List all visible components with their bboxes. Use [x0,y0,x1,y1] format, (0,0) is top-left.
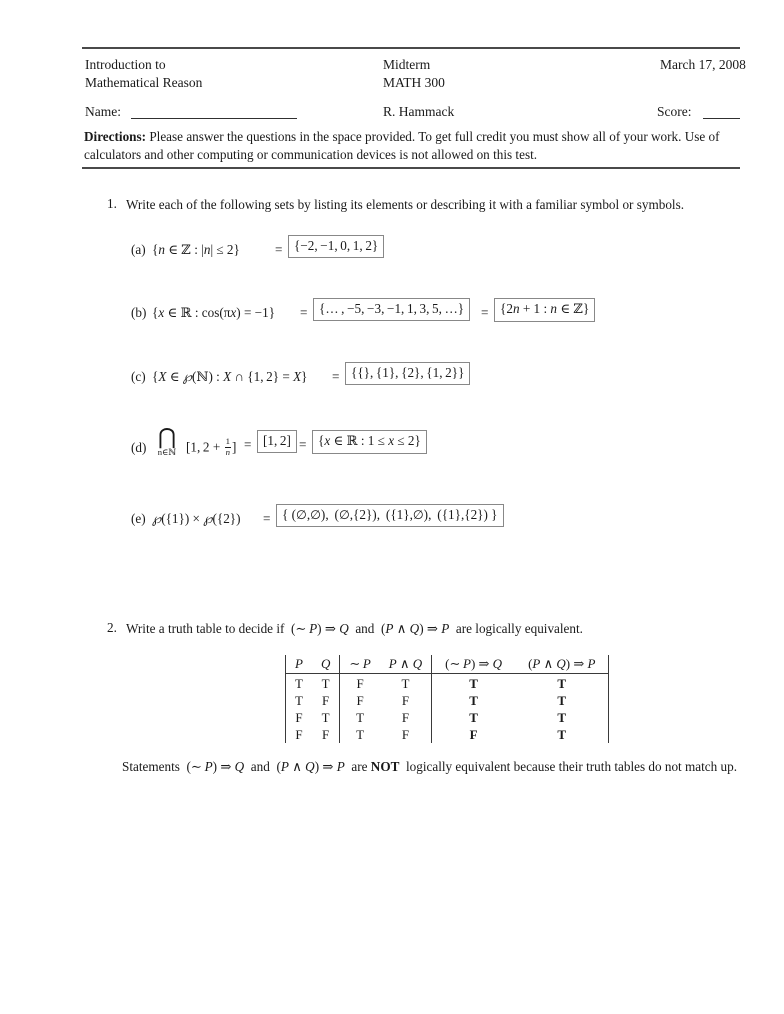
cell-q: T [321,710,330,725]
problem-2-conclusion: Statements (∼ P) ⇒ Q and (P ∧ Q) ⇒ P are NOT logically equivalent because their truth tables do not match up. [122,759,738,774]
cell-not-p: T [340,709,380,726]
part-b-label: (b) [131,305,147,320]
truth-table-header-row [286,655,609,674]
part-b-equals-2: = [481,305,489,320]
part-c-label: (c) [131,369,146,384]
cell-p-and-q: F [401,693,410,708]
intersection-icon: ⋂ [157,425,177,450]
col-header-not-p: ∼ P [340,655,380,674]
part-a-expression: {n ∈ ℤ : |n| ≤ 2} [152,242,240,258]
problem-1-prompt: Write each of the following sets by listing its elements or describing it with a familiar symbol or symbols. [126,197,685,212]
cell-p-and-q: F [401,710,410,725]
exam-title: Midterm [383,57,431,72]
part-d-answer-box-2[interactable]: {x ∈ ℝ : 1 ≤ x ≤ 2} [312,430,427,454]
truth-table-body [286,674,609,744]
part-e-expression: ℘({1}) × ℘({2}) [152,511,241,526]
part-d-equals-2: = [299,437,307,452]
fraction-one-over-n: $\frac{1}{n}$ [225,436,230,457]
conclusion-emphasis: NOT [370,759,400,774]
problem-1-number: 1. [107,196,117,211]
cell-p-and-q-implies-p: T [515,674,609,693]
part-d-expression: [1, 2 + $\frac{1}{n}$ ] [186,436,237,457]
part-c-equals: = [332,369,340,384]
course-title-line2: Mathematical Reason [85,75,203,90]
directions-block [84,128,742,164]
cell-p: F [286,709,312,726]
cell-not-p: F [340,674,380,693]
cell-q: F [322,727,330,742]
part-e-equals: = [263,511,271,526]
cell-p-and-q: F [401,727,410,742]
course-title-line1: Introduction to [85,57,166,72]
directions-label: Directions: [84,129,147,144]
cell-p-and-q: T [401,676,410,691]
col-header-p: P [286,655,312,674]
cell-not-p-implies-q: F [432,726,515,743]
part-b-expression: {x ∈ ℝ : cos(πx) = −1} [152,305,276,321]
instructor-name: R. Hammack [383,104,455,119]
cell-p-and-q-implies-p: T [515,709,609,726]
cell-p-and-q-implies-p: T [515,692,609,709]
big-intersection-operator [152,425,182,457]
name-write-in-line[interactable] [131,118,297,119]
part-b-answer-box-1[interactable]: {… , −5, −3, −1, 1, 3, 5, …} [313,298,470,321]
truth-table [285,655,609,743]
table-row [286,674,609,693]
part-e-answer-box[interactable]: { (∅,∅), (∅,{2}), ({1},∅), ({1},{2}) } [276,504,504,527]
problem-2-number: 2. [107,620,117,635]
directions-text: Please answer the questions in the space provided. To get full credit you must show all of your work. Use of calculators and other computing or communication devices is not allowed on this test. [84,129,720,162]
part-d-answer-box-1[interactable]: [1, 2] [257,430,297,453]
cell-p: T [286,674,312,693]
cell-not-p-implies-q: T [432,692,515,709]
col-header-q: Q [312,655,340,674]
name-label: Name: [85,104,121,119]
cell-not-p-implies-q: T [432,709,515,726]
intersection-index: n∈ℕ [157,447,177,457]
part-b-equals: = [300,305,308,320]
table-row [286,692,609,709]
col-header-not-p-implies-q: (∼ P) ⇒ Q [432,655,515,674]
cell-p: F [286,726,312,743]
col-header-p-and-q-implies-p: (P ∧ Q) ⇒ P [515,655,609,674]
table-row [286,709,609,726]
cell-q: F [322,693,330,708]
part-c-expression: {X ∈ ℘(ℕ) : X ∩ {1, 2} = X} [152,369,308,385]
part-d-label: (d) [131,440,147,455]
cell-not-p: F [340,692,380,709]
table-row [286,726,609,743]
exam-date: March 17, 2008 [660,57,746,72]
part-a-equals: = [275,242,283,257]
part-c-answer-box[interactable]: {{}, {1}, {2}, {1, 2}} [345,362,470,385]
conclusion-suffix: logically equivalent because their truth tables do not match up. [405,759,738,774]
part-e-label: (e) [131,511,146,526]
score-label: Score: [657,104,692,119]
part-d-equals: = [244,437,252,452]
course-code: MATH 300 [383,75,445,90]
col-header-p-and-q: P ∧ Q [380,655,432,674]
part-a-label: (a) [131,242,146,257]
cell-p: T [286,692,312,709]
part-b-answer-box-2[interactable]: {2n + 1 : n ∈ ℤ} [494,298,595,322]
cell-not-p: T [340,726,380,743]
cell-p-and-q-implies-p: T [515,726,609,743]
header-bottom-rule [82,167,740,169]
cell-not-p-implies-q: T [432,674,515,693]
cell-q: T [321,676,330,691]
part-a-answer-box[interactable]: {−2, −1, 0, 1, 2} [288,235,384,258]
problem-2-prompt: Write a truth table to decide if (∼ P) ⇒ Q and (P ∧ Q) ⇒ P are logically equivalent. [126,621,583,636]
score-write-in-line[interactable] [703,118,740,119]
header-top-rule [82,47,740,49]
